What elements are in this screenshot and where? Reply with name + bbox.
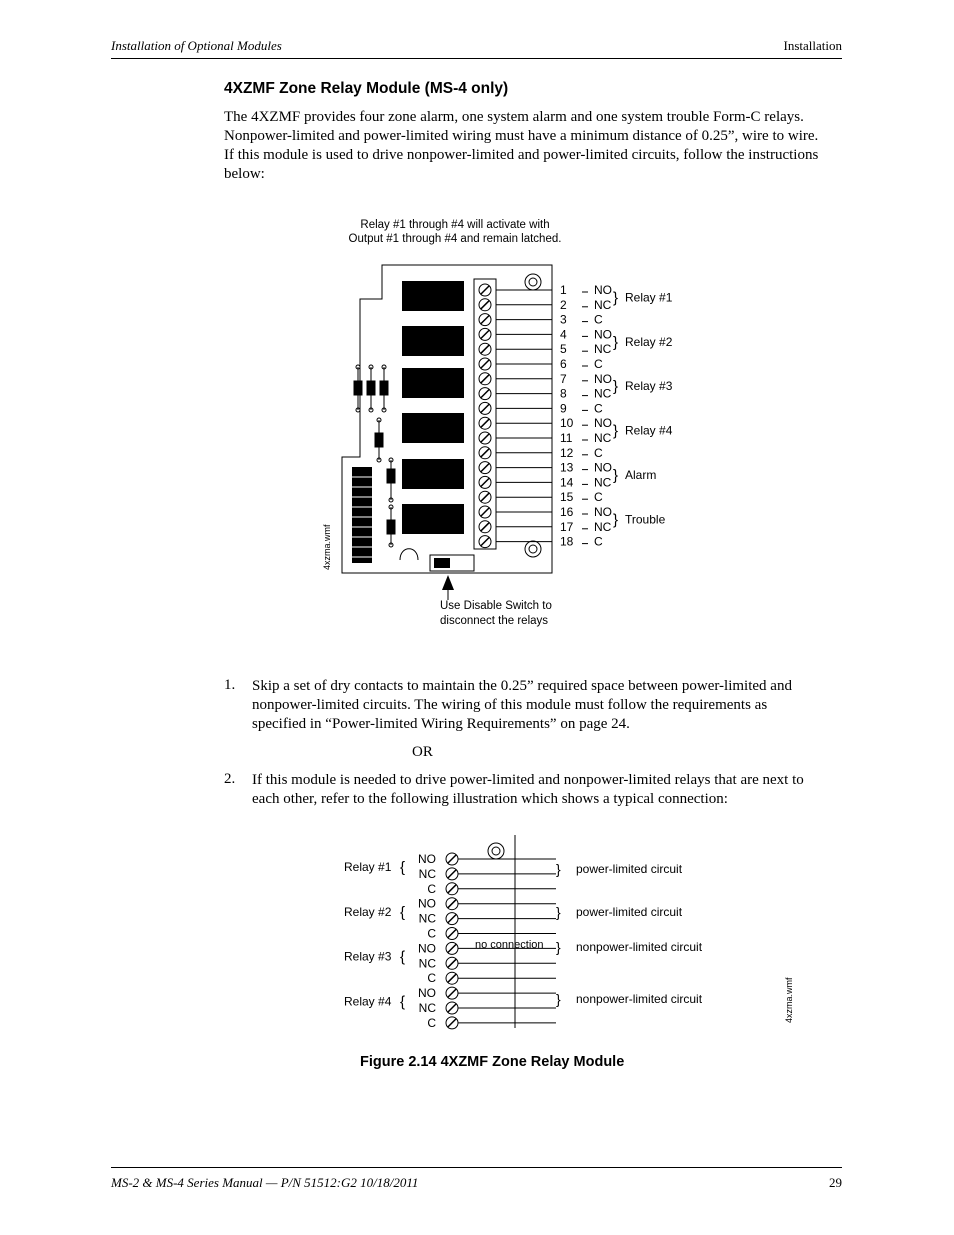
relay-block [402, 326, 464, 356]
terminal-type: NO [418, 896, 436, 911]
figure-caption: Figure 2.14 4XZMF Zone Relay Module [360, 1054, 625, 1070]
terminal-number: 17 [560, 519, 574, 534]
relay-group-label: Relay #1 [625, 290, 673, 305]
terminal-type: NC [594, 475, 612, 490]
relay-group-label: Trouble [625, 512, 666, 527]
terminal-number: 10 [560, 416, 574, 431]
mounting-hole [492, 847, 500, 855]
step-text [252, 771, 804, 809]
terminal-type: NO [594, 371, 612, 386]
intro-line: Nonpower-limited and power-limited wiring must have a minimum distance of 0.25”, wire to wire. [224, 128, 819, 144]
relay-module-diagram [300, 255, 720, 635]
group-brace: } [613, 289, 619, 307]
terminal-type: NC [594, 519, 612, 534]
terminal-number: 5 [560, 342, 567, 357]
terminal-number: 6 [560, 357, 567, 371]
terminal-type: NO [594, 460, 612, 475]
step-number: 1. [224, 677, 236, 693]
terminal-type: C [594, 401, 603, 416]
step-line: nonpower-limited circuits. The wiring of this module must follow the requirements as [252, 697, 768, 713]
circuit-brace: } [556, 904, 561, 920]
figure-file-label: 4xzma.wmf [322, 524, 332, 570]
circuit-label: power-limited circuit [576, 862, 683, 876]
step-line: each other, refer to the following illustration which shows a typical connection: [252, 791, 728, 807]
terminal-type: C [594, 445, 603, 460]
terminal-number: 14 [560, 475, 574, 490]
group-brace: } [613, 467, 619, 484]
header-chapter-title: Installation [783, 38, 842, 53]
relay-block [402, 281, 464, 311]
terminal-type: NO [418, 941, 436, 956]
relay-activation-note [330, 218, 580, 246]
terminal-type: NO [594, 327, 612, 342]
terminal-labels [560, 283, 612, 549]
terminal-type: NO [594, 416, 612, 431]
intro-line: The 4XZMF provides four zone alarm, one system alarm and one system trouble Form-C relays. [224, 109, 804, 125]
step-text [252, 677, 792, 734]
terminal-number: 7 [560, 371, 567, 386]
switch-note-line: disconnect the relays [440, 615, 549, 627]
intro-line: below: [224, 166, 265, 182]
group-brace: } [613, 378, 619, 396]
circuit-brace: } [556, 939, 561, 955]
circuit-brace: } [556, 861, 561, 877]
terminal-number: 3 [560, 312, 567, 327]
terminal-number: 4 [560, 327, 567, 342]
relay-group-label: Relay #4 [625, 423, 673, 438]
group-brace: { [400, 903, 406, 921]
terminal-type: NC [418, 956, 436, 971]
terminal-type: NC [418, 911, 436, 926]
dip-header [352, 467, 372, 563]
relay-label: Relay #2 [344, 904, 392, 919]
step-number: 2. [224, 771, 236, 787]
relay-labels [344, 859, 405, 1010]
terminal-type: NC [594, 386, 612, 401]
circuit-label: nonpower-limited circuit [576, 940, 703, 954]
terminal-type: C [427, 881, 436, 896]
terminal-type: C [427, 1015, 436, 1030]
terminal-type: C [594, 357, 603, 371]
terminal-number: 15 [560, 490, 574, 505]
page-number: 29 [829, 1175, 842, 1190]
footer-manual-title: MS-2 & MS-4 Series Manual — P/N 51512:G2 10/18/2011 [111, 1175, 419, 1190]
relay-block [402, 413, 464, 443]
relay-block [402, 368, 464, 398]
typical-connection-diagram [330, 833, 810, 1033]
terminal-type: NC [594, 431, 612, 445]
group-brace: { [400, 859, 406, 877]
terminal-number: 12 [560, 445, 574, 460]
terminal-type: NC [594, 342, 612, 357]
or-separator: OR [412, 744, 433, 760]
no-connection-label: no connection [475, 939, 544, 951]
note-line: Relay #1 through #4 will activate with [360, 219, 550, 231]
mounting-hole [525, 274, 541, 290]
terminal-type: C [427, 971, 436, 986]
terminal-type: NO [418, 986, 436, 1001]
header-divider [111, 58, 842, 59]
step-line: specified in “Power-limited Wiring Requirements” on page 24. [252, 716, 630, 732]
circuit-label: power-limited circuit [576, 905, 683, 919]
group-brace: } [613, 333, 619, 351]
terminal-labels [418, 852, 436, 1030]
terminal-number: 1 [560, 283, 567, 297]
mounting-hole [525, 541, 541, 557]
circuit-label: nonpower-limited circuit [576, 992, 703, 1006]
relay-group-label: Alarm [625, 468, 657, 482]
terminal-number: 16 [560, 505, 574, 519]
relay-group-label: Relay #3 [625, 379, 673, 394]
terminal-number: 9 [560, 401, 567, 416]
relay-label: Relay #4 [344, 994, 392, 1009]
relay-label: Relay #1 [344, 860, 392, 875]
terminal-type: NC [594, 297, 612, 312]
mounting-hole [529, 278, 537, 286]
terminal-type: C [594, 534, 603, 549]
mounting-hole [529, 545, 537, 553]
terminal-type: NO [594, 283, 612, 297]
group-brace: } [613, 422, 619, 440]
terminal-number: 8 [560, 386, 567, 401]
intro-line: If this module is used to drive nonpower-limited and power-limited circuits, follow the instructions [224, 147, 819, 163]
relay-group-label: Relay #2 [625, 334, 673, 349]
terminal-type: NO [418, 852, 436, 866]
intro-paragraph [224, 108, 844, 184]
section-heading: 4XZMF Zone Relay Module (MS-4 only) [224, 80, 509, 97]
header-section-title: Installation of Optional Modules [111, 38, 282, 53]
step-line: Skip a set of dry contacts to maintain the 0.25” required space between power-limited and [252, 678, 792, 694]
switch-arrow-head [442, 575, 454, 590]
terminal-number: 18 [560, 534, 574, 549]
terminal-type: C [594, 312, 603, 327]
terminal-type: NC [418, 1001, 436, 1015]
terminal-number: 11 [560, 431, 573, 445]
figure-file-label: 4xzma.wmf [784, 977, 794, 1023]
relay-label: Relay #3 [344, 949, 392, 964]
relay-block [402, 459, 464, 489]
switch-note-line: Use Disable Switch to [440, 600, 552, 612]
terminal-type: NC [418, 866, 436, 881]
circuit-brace: } [556, 991, 561, 1007]
group-brace: { [400, 948, 406, 966]
relay-groups [613, 289, 673, 528]
mounting-hole [488, 843, 504, 859]
terminal-screws [479, 284, 552, 548]
terminal-type: C [427, 926, 436, 941]
step-line: If this module is needed to drive power-limited and nonpower-limited relays that are next to [252, 772, 804, 788]
footer-divider [111, 1167, 842, 1168]
group-brace: { [400, 993, 406, 1011]
circuit-labels [556, 861, 703, 1007]
terminal-number: 13 [560, 460, 574, 475]
relay-block [402, 504, 464, 534]
group-brace: } [613, 511, 619, 529]
terminal-number: 2 [560, 297, 567, 312]
disable-switch-lever [434, 558, 450, 568]
terminal-type: C [594, 490, 603, 505]
terminal-type: NO [594, 505, 612, 519]
note-line: Output #1 through #4 and remain latched. [348, 233, 562, 245]
